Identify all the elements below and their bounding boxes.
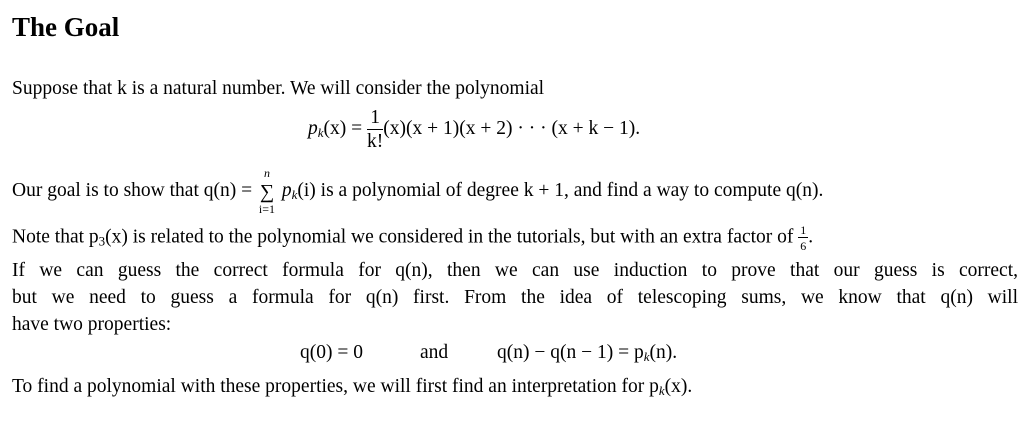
note-paragraph <box>12 224 813 252</box>
goal-text-before: Our goal is to show that q(n) = <box>12 180 253 201</box>
note-text-middle: (x) is related to the polynomial we considered in the tutorials, but with an extra factor of <box>105 226 794 248</box>
note-subscript: 3 <box>98 233 106 249</box>
closing-text-after: (x). <box>664 376 693 397</box>
eq1-fraction-denominator: k! <box>367 130 384 152</box>
section-heading: The Goal <box>12 12 120 42</box>
note-fraction-numerator: 1 <box>800 223 807 237</box>
polynomial-definition-equation <box>308 108 640 151</box>
properties-equation <box>300 342 363 364</box>
goal-summand: p <box>281 180 292 201</box>
property-base-case: q(0) = 0 <box>300 342 363 363</box>
note-fraction-denominator: 6 <box>800 239 807 253</box>
note-fraction <box>798 224 808 252</box>
note-text-before: Note that p <box>12 226 99 248</box>
goal-text-after: (i) is a polynomial of degree k + 1, and find a way to compute q(n). <box>297 180 824 201</box>
closing-text-before: To find a polynomial with these properties, we will first find an interpretation for p <box>12 376 659 397</box>
note-text-after: . <box>808 226 814 248</box>
summation-symbol: n ∑ i=1 <box>257 182 277 202</box>
goal-summand-subscript: k <box>291 187 298 202</box>
intro-paragraph: Suppose that k is a natural number. We will consider the polynomial <box>12 78 545 99</box>
closing-paragraph <box>12 376 692 399</box>
closing-subscript: k <box>658 383 665 398</box>
summation-lower-limit: i=1 <box>258 201 276 216</box>
induction-paragraph-line-1: If we can guess the correct formula for q(n), then we can use induction to prove that our guess is correct, <box>12 260 1018 281</box>
induction-paragraph-line-2: but we need to guess a formula for q(n) first. From the idea of telescoping sums, we know that q(n) will <box>12 287 1018 308</box>
property-difference: $q(n) - q(n - 1) = p_k(n)$. <box>497 342 678 364</box>
summation-upper-limit: n <box>263 165 270 180</box>
properties-and-word: and <box>420 342 449 363</box>
eq1-fraction <box>367 108 383 151</box>
induction-paragraph-line-3: have two properties: <box>12 314 172 335</box>
eq1-lhs: $p_k(x)$ = <box>308 117 363 140</box>
goal-paragraph <box>12 165 824 216</box>
eq1-rhs: (x)(x + 1)(x + 2) · · · (x + k − 1). <box>383 117 641 139</box>
eq1-fraction-numerator: 1 <box>367 108 383 130</box>
